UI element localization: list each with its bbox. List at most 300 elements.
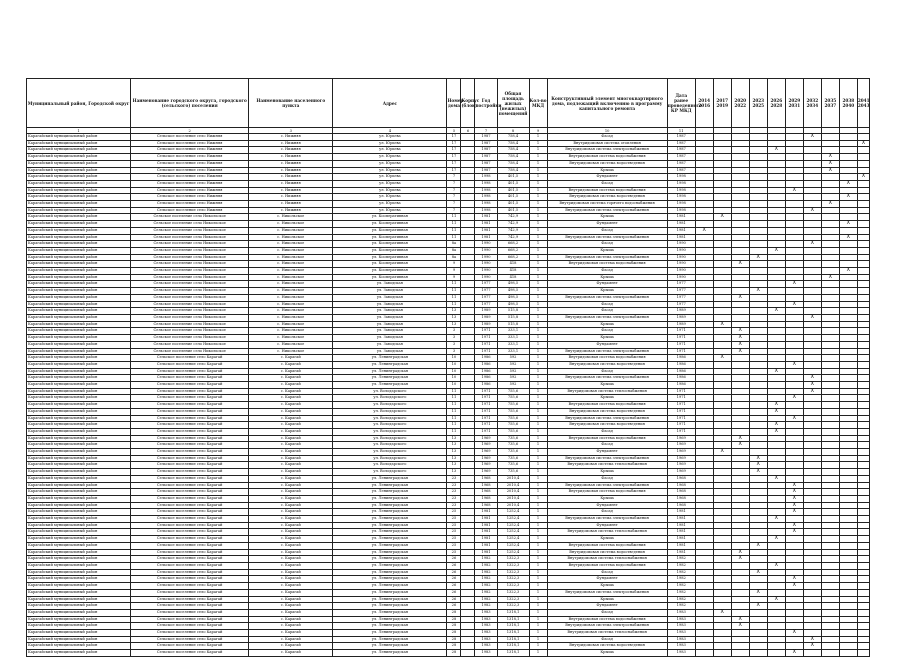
period-cell [767, 167, 785, 174]
last-repair-cell: 1971 [667, 422, 695, 429]
build-year-cell: 1998 [475, 174, 497, 181]
period-cell [767, 643, 785, 650]
period-cell [713, 542, 731, 549]
period-cell [839, 509, 857, 516]
area-cell: 401,5 [497, 187, 529, 194]
period-cell [821, 415, 839, 422]
period-cell [821, 261, 839, 268]
period-cell [839, 301, 857, 308]
house-number-cell: 11 [447, 214, 461, 221]
period-cell [857, 650, 869, 657]
column-number: 3 [249, 128, 333, 134]
mkd-count-cell: 1 [529, 549, 547, 556]
table-row [27, 542, 870, 549]
period-cell [857, 321, 869, 328]
locality-cell: с. Нижняя [249, 154, 333, 161]
period-cell [731, 194, 749, 201]
table-row [27, 134, 870, 141]
period-cell [767, 201, 785, 208]
address-cell: ул. Ленинградская [333, 549, 447, 556]
table-row [27, 509, 870, 516]
period-cell [767, 630, 785, 637]
column-header: Конструктивный элемент многоквартирного дома, подлежащий включению в программу капитального ремонта [547, 79, 667, 128]
period-cell [839, 408, 857, 415]
area-cell: 592 [497, 368, 529, 375]
address-cell: ул. Юрьева [333, 160, 447, 167]
last-repair-cell: 1987 [667, 160, 695, 167]
build-year-cell: 1969 [475, 442, 497, 449]
element-cell: Фундамент [547, 221, 667, 228]
element-cell: Крыша [547, 650, 667, 657]
period-cell [803, 536, 821, 543]
locality-cell: с. Карагай [249, 630, 333, 637]
period-cell [839, 355, 857, 362]
settlement-cell: Сельское поселение село Карагай [131, 516, 249, 523]
house-number-cell: 25 [447, 516, 461, 523]
locality-cell: с. Никольское [249, 314, 333, 321]
table-row [27, 415, 870, 422]
settlement-cell: Сельское поселение село Нижняя [131, 154, 249, 161]
area-cell: 2010,4 [497, 482, 529, 489]
period-cell [713, 455, 731, 462]
mkd-count-cell: 1 [529, 536, 547, 543]
settlement-cell: Сельское поселение село Карагай [131, 489, 249, 496]
period-cell [821, 207, 839, 214]
district-cell: Карагайский муниципальный район [27, 603, 131, 610]
mkd-count-cell: 1 [529, 314, 547, 321]
period-cell [803, 563, 821, 570]
element-cell: Фундамент [547, 449, 667, 456]
settlement-cell: Сельское поселение село Карагай [131, 509, 249, 516]
period-cell [857, 402, 869, 409]
element-cell: Внутридомовая система водоснабжения [547, 187, 667, 194]
period-cell [749, 167, 767, 174]
period-cell [731, 221, 749, 228]
period-cell [839, 435, 857, 442]
address-cell: ул. Ленинградская [333, 643, 447, 650]
period-cell [821, 180, 839, 187]
period-cell [695, 408, 713, 415]
period-cell [713, 475, 731, 482]
locality-cell: с. Карагай [249, 609, 333, 616]
table-row [27, 194, 870, 201]
period-cell [839, 207, 857, 214]
element-cell: Крыша [547, 167, 667, 174]
build-year-cell: 1968 [475, 482, 497, 489]
district-cell: Карагайский муниципальный район [27, 569, 131, 576]
period-cell: X [749, 254, 767, 261]
settlement-cell: Сельское поселение село Карагай [131, 583, 249, 590]
locality-cell: с. Карагай [249, 623, 333, 630]
period-cell [713, 140, 731, 147]
build-year-cell: 1989 [475, 314, 497, 321]
period-cell [731, 495, 749, 502]
element-cell: Фундамент [547, 341, 667, 348]
period-cell [695, 375, 713, 382]
period-cell [803, 214, 821, 221]
period-cell [857, 563, 869, 570]
block-cell [461, 563, 475, 570]
column-number: 2 [131, 128, 249, 134]
house-number-cell: 11 [447, 227, 461, 234]
period-cell [803, 402, 821, 409]
element-cell: Внутридомовая система теплоснабжения [547, 529, 667, 536]
period-cell: X [749, 462, 767, 469]
block-cell [461, 509, 475, 516]
house-number-cell: 28 [447, 616, 461, 623]
period-cell [857, 475, 869, 482]
address-cell: ул. Володарского [333, 462, 447, 469]
build-year-cell: 1998 [475, 201, 497, 208]
house-number-cell: 10 [447, 382, 461, 389]
element-cell: Внутридомовая система теплоснабжения [547, 462, 667, 469]
last-repair-cell: 1977 [667, 281, 695, 288]
period-cell [803, 522, 821, 529]
house-number-cell: 26 [447, 563, 461, 570]
period-cell [695, 422, 713, 429]
build-year-cell: 1969 [475, 435, 497, 442]
build-year-cell: 1981 [475, 221, 497, 228]
period-cell [803, 449, 821, 456]
address-cell: ул. Заводская [333, 288, 447, 295]
settlement-cell: Сельское поселение село Карагай [131, 428, 249, 435]
table-row [27, 241, 870, 248]
column-number: 5 [447, 128, 461, 134]
period-cell [713, 247, 731, 254]
block-cell [461, 482, 475, 489]
last-repair-cell: 1990 [667, 254, 695, 261]
period-cell [821, 368, 839, 375]
period-cell [713, 154, 731, 161]
period-cell [695, 502, 713, 509]
element-cell: Крыша [547, 596, 667, 603]
period-cell [839, 247, 857, 254]
mkd-count-cell: 1 [529, 556, 547, 563]
area-cell: 1322,3 [497, 603, 529, 610]
element-cell: Внутридомовая система электроснабжения [547, 348, 667, 355]
column-header: Общая площадь жилых (нежилых) помещений [497, 79, 529, 128]
period-cell [785, 328, 803, 335]
period-cell [749, 495, 767, 502]
district-cell: Карагайский муниципальный район [27, 556, 131, 563]
last-repair-cell: 1982 [667, 596, 695, 603]
period-cell [839, 609, 857, 616]
block-cell [461, 489, 475, 496]
period-cell [821, 529, 839, 536]
block-cell [461, 308, 475, 315]
locality-cell: с. Карагай [249, 395, 333, 402]
period-cell [803, 469, 821, 476]
period-cell [857, 180, 869, 187]
district-cell: Карагайский муниципальный район [27, 375, 131, 382]
element-cell: Фасад [547, 569, 667, 576]
period-cell [749, 201, 767, 208]
house-number-cell: 11 [447, 221, 461, 228]
last-repair-cell: 1971 [667, 402, 695, 409]
address-cell: ул. Ленинградская [333, 569, 447, 576]
settlement-cell: Сельское поселение село Карагай [131, 623, 249, 630]
mkd-count-cell: 1 [529, 201, 547, 208]
period-cell [731, 174, 749, 181]
period-cell [713, 495, 731, 502]
address-cell: ул. Ленинградская [333, 556, 447, 563]
period-cell [731, 509, 749, 516]
period-cell [713, 623, 731, 630]
period-cell [695, 469, 713, 476]
period-cell [695, 160, 713, 167]
period-cell [839, 140, 857, 147]
mkd-count-cell: 1 [529, 227, 547, 234]
block-cell [461, 140, 475, 147]
period-cell [695, 596, 713, 603]
settlement-cell: Сельское поселение село Карагай [131, 415, 249, 422]
block-cell [461, 241, 475, 248]
table-row [27, 180, 870, 187]
table-row [27, 361, 870, 368]
period-cell [713, 254, 731, 261]
address-cell: ул. Ленинградская [333, 603, 447, 610]
period-cell [713, 227, 731, 234]
locality-cell: с. Карагай [249, 368, 333, 375]
period-cell [857, 516, 869, 523]
table-row [27, 623, 870, 630]
period-cell [713, 643, 731, 650]
table-row [27, 502, 870, 509]
block-cell [461, 636, 475, 643]
area-cell: 758,4 [497, 140, 529, 147]
district-cell: Карагайский муниципальный район [27, 415, 131, 422]
period-cell [731, 502, 749, 509]
period-cell [857, 489, 869, 496]
period-cell [803, 542, 821, 549]
build-year-cell: 1977 [475, 301, 497, 308]
area-cell: 2010,4 [497, 489, 529, 496]
period-cell [713, 589, 731, 596]
column-number: 9 [529, 128, 547, 134]
house-number-cell: 25 [447, 542, 461, 549]
period-cell [749, 489, 767, 496]
period-cell [731, 603, 749, 610]
area-cell: 758,4 [497, 167, 529, 174]
house-number-cell: 11 [447, 428, 461, 435]
build-year-cell: 1983 [475, 643, 497, 650]
table-row [27, 314, 870, 321]
period-cell [839, 281, 857, 288]
table-row [27, 469, 870, 476]
block-cell [461, 428, 475, 435]
block-cell [461, 596, 475, 603]
period-cell [785, 609, 803, 616]
element-cell: Внутридомовая система горячего водоснабжения [547, 201, 667, 208]
address-cell: ул. Кооперативная [333, 241, 447, 248]
last-repair-cell: 1971 [667, 348, 695, 355]
build-year-cell: 1982 [475, 596, 497, 603]
period-cell [821, 536, 839, 543]
period-cell [857, 616, 869, 623]
period-cell [713, 187, 731, 194]
period-cell [695, 556, 713, 563]
column-header: Номер дома [447, 79, 461, 128]
district-cell: Карагайский муниципальный район [27, 576, 131, 583]
period-cell [713, 556, 731, 563]
period-cell [749, 529, 767, 536]
period-cell [695, 321, 713, 328]
period-cell [767, 341, 785, 348]
period-cell [839, 596, 857, 603]
period-cell [767, 449, 785, 456]
address-cell: ул. Заводская [333, 348, 447, 355]
table-row [27, 596, 870, 603]
element-cell: Внутридомовая система электроснабжения [547, 294, 667, 301]
settlement-cell: Сельское поселение село Карагай [131, 495, 249, 502]
period-cell [803, 328, 821, 335]
period-cell [857, 442, 869, 449]
column-header: 2020 2022 [731, 79, 749, 128]
area-cell: 1318,1 [497, 636, 529, 643]
period-cell: X [767, 402, 785, 409]
period-cell [839, 361, 857, 368]
table-row [27, 234, 870, 241]
table-row [27, 428, 870, 435]
period-cell: X [785, 395, 803, 402]
locality-cell: с. Нижняя [249, 147, 333, 154]
build-year-cell: 1987 [475, 167, 497, 174]
period-cell: X [713, 449, 731, 456]
period-cell [749, 140, 767, 147]
period-cell [821, 616, 839, 623]
period-cell [857, 388, 869, 395]
house-number-cell: 23 [447, 495, 461, 502]
mkd-count-cell: 1 [529, 321, 547, 328]
build-year-cell: 1981 [475, 214, 497, 221]
last-repair-cell: 1968 [667, 502, 695, 509]
locality-cell: с. Карагай [249, 408, 333, 415]
table-row [27, 375, 870, 382]
address-cell: ул. Ленинградская [333, 623, 447, 630]
period-cell [785, 254, 803, 261]
mkd-count-cell: 1 [529, 643, 547, 650]
build-year-cell: 1986 [475, 361, 497, 368]
table-row [27, 382, 870, 389]
period-cell [821, 556, 839, 563]
period-cell [857, 415, 869, 422]
element-cell: Внутридомовая система электроснабжения [547, 207, 667, 214]
period-cell [803, 221, 821, 228]
period-cell [857, 583, 869, 590]
mkd-count-cell: 1 [529, 616, 547, 623]
column-header: 2035 2037 [821, 79, 839, 128]
block-cell [461, 469, 475, 476]
period-cell [857, 274, 869, 281]
period-cell [803, 623, 821, 630]
period-cell [767, 455, 785, 462]
locality-cell: с. Никольское [249, 321, 333, 328]
period-cell [821, 475, 839, 482]
period-cell [785, 469, 803, 476]
period-cell [713, 569, 731, 576]
period-cell [839, 274, 857, 281]
mkd-count-cell: 1 [529, 462, 547, 469]
table-row [27, 167, 870, 174]
block-cell [461, 388, 475, 395]
column-number: 10 [547, 128, 667, 134]
address-cell: ул. Кооперативная [333, 274, 447, 281]
period-cell [749, 301, 767, 308]
period-cell [695, 563, 713, 570]
locality-cell: с. Карагай [249, 449, 333, 456]
period-cell [803, 167, 821, 174]
address-cell: ул. Кооперативная [333, 227, 447, 234]
period-cell [695, 529, 713, 536]
last-repair-cell: 1981 [667, 516, 695, 523]
period-cell [857, 227, 869, 234]
table-row [27, 254, 870, 261]
area-cell: 735,6 [497, 469, 529, 476]
block-cell [461, 201, 475, 208]
period-cell [857, 636, 869, 643]
period-cell [839, 422, 857, 429]
mkd-count-cell: 1 [529, 355, 547, 362]
period-cell [695, 301, 713, 308]
locality-cell: с. Нижняя [249, 207, 333, 214]
district-cell: Карагайский муниципальный район [27, 241, 131, 248]
address-cell: ул. Кооперативная [333, 261, 447, 268]
period-cell [731, 160, 749, 167]
element-cell: Внутридомовая система электроснабжения [547, 589, 667, 596]
block-cell [461, 529, 475, 536]
address-cell: ул. Володарского [333, 422, 447, 429]
period-cell [749, 415, 767, 422]
period-cell: X [767, 147, 785, 154]
mkd-count-cell: 1 [529, 361, 547, 368]
house-number-cell: 13 [447, 314, 461, 321]
block-cell [461, 341, 475, 348]
table-row [27, 261, 870, 268]
address-cell: ул. Ленинградская [333, 583, 447, 590]
period-cell [695, 368, 713, 375]
period-cell [839, 630, 857, 637]
last-repair-cell: 1977 [667, 294, 695, 301]
settlement-cell: Сельское поселение село Нижняя [131, 134, 249, 141]
area-cell: 2010,4 [497, 502, 529, 509]
mkd-count-cell: 1 [529, 180, 547, 187]
locality-cell: с. Никольское [249, 335, 333, 342]
period-cell [731, 247, 749, 254]
last-repair-cell: 1983 [667, 636, 695, 643]
house-number-cell: 10 [447, 361, 461, 368]
period-cell [713, 288, 731, 295]
locality-cell: с. Карагай [249, 422, 333, 429]
period-cell [821, 455, 839, 462]
period-cell [749, 630, 767, 637]
column-header: 2017 2019 [713, 79, 731, 128]
period-cell [821, 569, 839, 576]
last-repair-cell: 1969 [667, 455, 695, 462]
address-cell: ул. Заводская [333, 321, 447, 328]
period-cell [839, 147, 857, 154]
period-cell [803, 442, 821, 449]
period-cell [767, 495, 785, 502]
column-number: 8 [497, 128, 529, 134]
period-cell [713, 576, 731, 583]
period-cell [803, 569, 821, 576]
locality-cell: с. Карагай [249, 355, 333, 362]
period-cell [857, 368, 869, 375]
address-cell: ул. Ленинградская [333, 482, 447, 489]
period-cell [749, 308, 767, 315]
element-cell: Фундамент [547, 603, 667, 610]
table-row [27, 402, 870, 409]
